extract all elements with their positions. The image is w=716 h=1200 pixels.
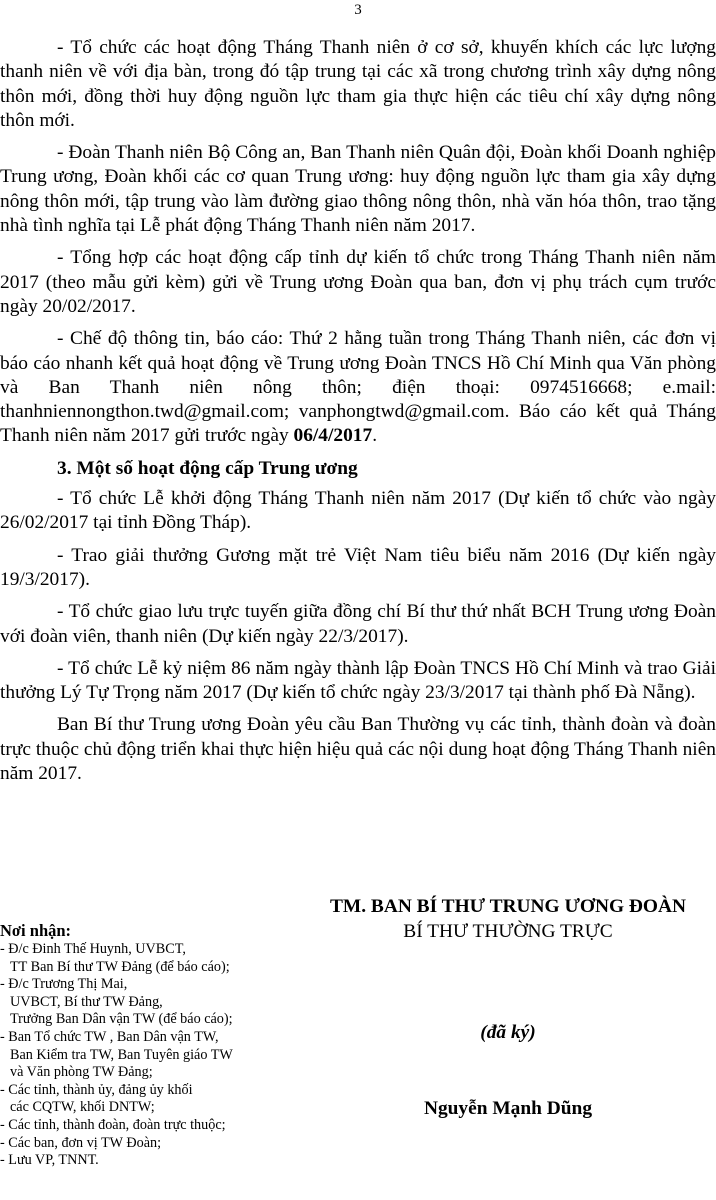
recipient-line: - Đ/c Trương Thị Mai, [0,976,128,993]
reporting-text: - Chế độ thông tin, báo cáo: Thứ 2 hằng tuần trong Tháng Thanh niên, các đơn vị báo cáo nhanh kết quả hoạt động về Trung ương Đoàn TNCS Hồ Chí Minh qua Văn phòng và Ban Thanh niên nông thôn; điện thoại: 0974516668; e.mail: thanhniennongthon.twd@gmail.com; vanphongtwd@gmail.com. Báo cáo kết quả Tháng Thanh niên năm 2017 gửi trước ngày [0,328,716,447]
reporting-end: . [372,425,378,447]
activity-item: - Trao giải thưởng Gương mặt trẻ Việt Nam tiêu biểu năm 2016 (Dự kiến ngày 19/3/2017). [0,544,716,590]
recipient-line: UVBCT, Bí thư TW Đảng, [10,993,163,1010]
recipient-line: các CQTW, khối DNTW; [10,1099,155,1116]
recipient-line: - Các ban, đơn vị TW Đoàn; [0,1134,162,1151]
recipient-line: và Văn phòng TW Đảng; [10,1064,153,1081]
document-body [0,36,716,794]
section-heading: 3. Một số hoạt động cấp Trung ương [57,457,358,479]
signatory-name: Nguyễn Mạnh Dũng [423,1098,593,1119]
recipient-line: - Đ/c Đinh Thế Huynh, UVBCT, [0,941,186,957]
activity-item: - Tổ chức Lễ khởi động Tháng Thanh niên năm 2017 (Dự kiến tổ chức vào ngày 26/02/2017 tại tỉnh Đồng Tháp). [0,488,716,534]
activity-item: - Tổ chức giao lưu trực tuyến giữa đồng chí Bí thư thứ nhất BCH Trung ương Đoàn với đoàn viên, thanh niên (Dự kiến ngày 22/3/2017). [0,601,716,647]
recipient-line: - Ban Tổ chức TW , Ban Dân vận TW, [0,1028,219,1045]
signature-signed: (đã ký) [480,1022,536,1043]
signature-title: BÍ THƯ THƯỜNG TRỰC [403,921,613,942]
recipient-line: - Các tỉnh, thành ủy, đảng ủy khối [0,1081,193,1098]
activity-item: - Tổ chức Lễ kỷ niệm 86 năm ngày thành lập Đoàn TNCS Hồ Chí Minh và trao Giải thưởng Lý Tự Trọng năm 2017 (Dự kiến tổ chức ngày 23/3/2017 tại thành phố Đà Nẵng). [0,657,716,704]
signature-org: TM. BAN BÍ THƯ TRUNG ƯƠNG ĐOÀN [329,896,687,917]
report-deadline: 06/4/2017 [293,425,373,447]
paragraph-central-units: - Đoàn Thanh niên Bộ Công an, Ban Thanh niên Quân đội, Đoàn khối Doanh nghiệp Trung ương, Đoàn khối các cơ quan Trung ương: huy động nguồn lực tham gia xây dựng nông thôn mới, tập trung vào làm đường giao thông nông thôn, nhà văn hóa thôn, trao tặng nhà tình nghĩa tại Lễ phát động Tháng Thanh niên năm 2017. [0,142,716,237]
recipients-block [0,921,300,1170]
recipient-line: Trưởng Ban Dân vận TW (để báo cáo); [10,1011,233,1028]
closing-paragraph: Ban Bí thư Trung ương Đoàn yêu cầu Ban Thường vụ các tỉnh, thành đoàn và đoàn trực thuộc chủ động triển khai thực hiện hiệu quả các nội dung hoạt động Tháng Thanh niên năm 2017. [0,714,716,785]
recipient-line: - Các tỉnh, thành đoàn, đoàn trực thuộc; [0,1116,226,1133]
paragraph-local-activities: - Tổ chức các hoạt động Tháng Thanh niên ở cơ sở, khuyến khích các lực lượng thanh niên về với địa bàn, trong đó tập trung tại các xã trong chương trình xây dựng nông thôn mới, đồng thời huy động nguồn lực tham gia thực hiện các tiêu chí xây dựng nông thôn mới. [0,37,716,131]
paragraph-reporting [0,327,716,448]
recipient-line: TT Ban Bí thư TW Đảng (để báo cáo); [10,958,230,975]
signature-block [300,894,716,1119]
paragraph-provincial-summary: - Tổng hợp các hoạt động cấp tỉnh dự kiến tổ chức trong Tháng Thanh niên năm 2017 (theo mẫu gửi kèm) gửi về Trung ương Đoàn qua ban, đơn vị phụ trách cụm trước ngày 20/02/2017. [0,247,716,317]
recipients-title: Nơi nhận: [0,921,72,940]
page-number: 3 [354,2,362,18]
recipient-line: Ban Kiểm tra TW, Ban Tuyên giáo TW [10,1046,233,1063]
recipient-line: - Lưu VP, TNNT. [0,1152,99,1169]
